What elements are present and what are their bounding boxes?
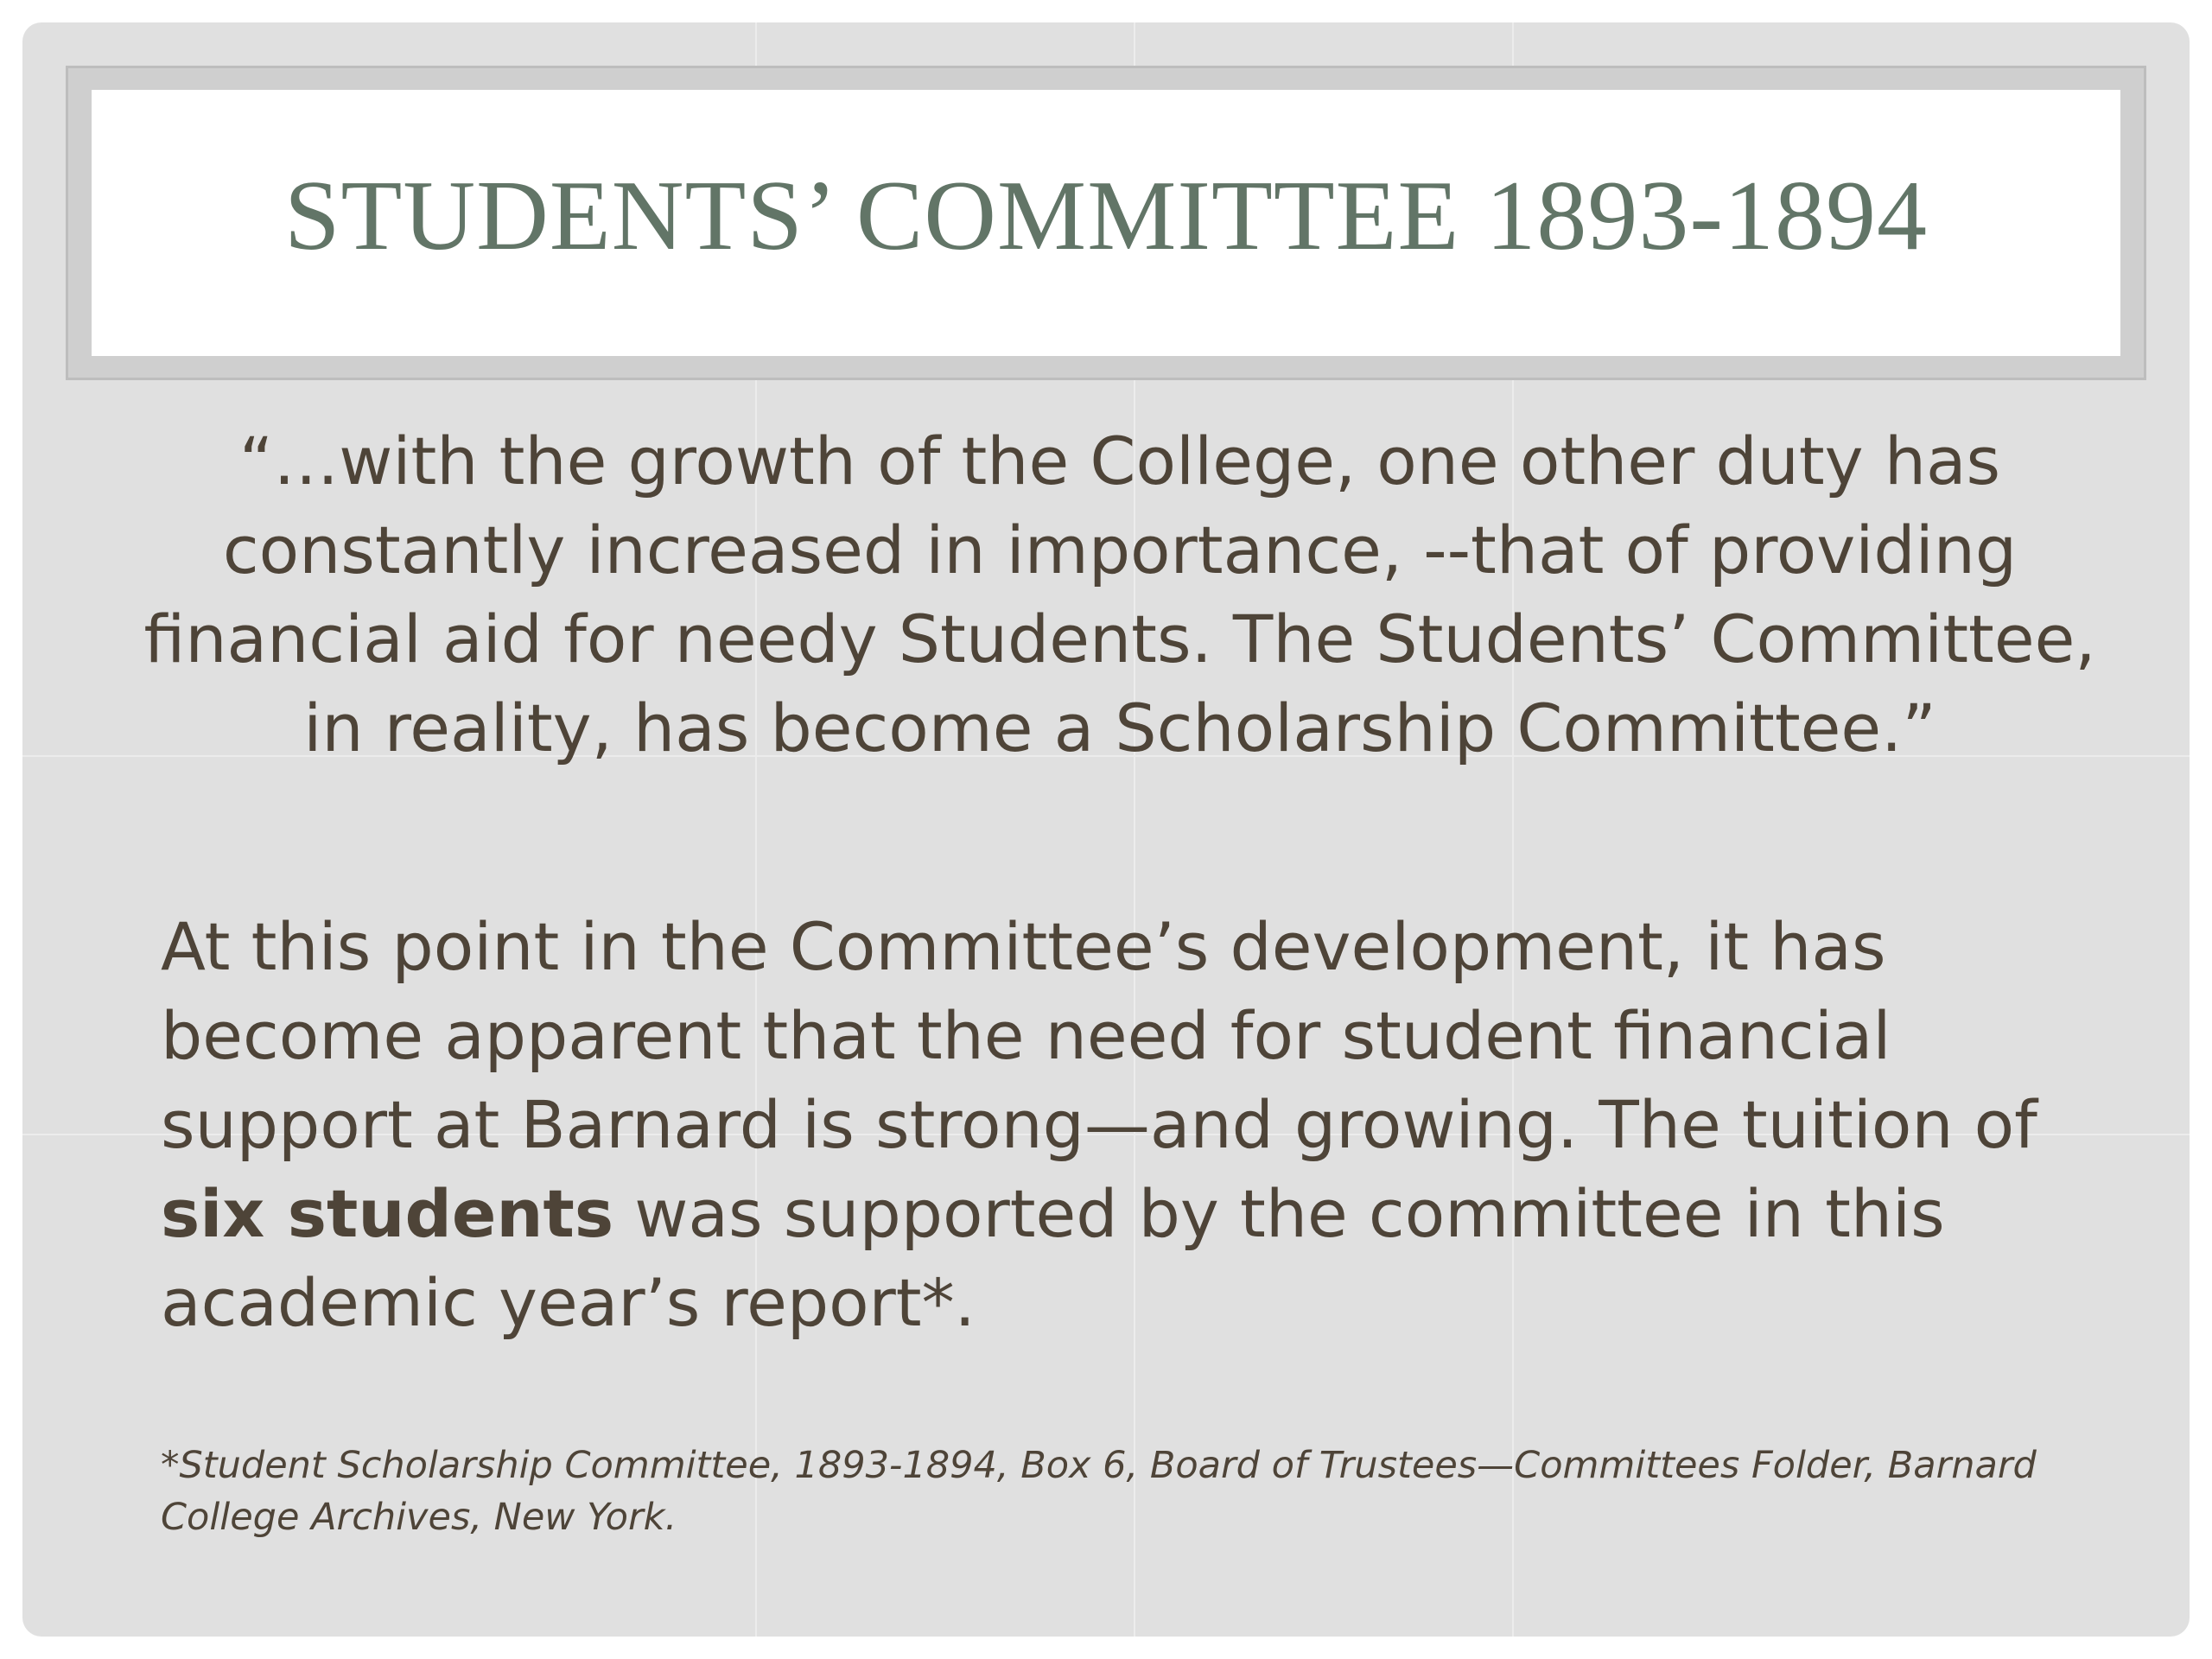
body-paragraph bbox=[161, 902, 2113, 1347]
footnote: *Student Scholarship Committee, 1893-1894, Box 6, Board of Trustees—Committees Folder, Barnard College Archives, New York. bbox=[161, 1444, 2037, 1539]
title-box bbox=[92, 90, 2120, 356]
body-text-start: At this point in the Committee’s development, it has become apparent that the need for student financial support at Barnard is strong—and growing. The tuition of bbox=[161, 908, 2037, 1163]
slide bbox=[22, 22, 2190, 1637]
body-text-end: was supported by the committee in this academic year’s report*. bbox=[161, 1175, 1945, 1341]
quote-text: “…with the growth of the College, one other duty has constantly increased in importance, --that of providing financial aid for needy Students. The Students’ Committee, in reality, has become a Scholarship Committee.” bbox=[143, 423, 2096, 766]
title-frame bbox=[66, 66, 2146, 380]
slide-title: STUDENTS’ COMMITTEE 1893-1894 bbox=[283, 161, 1929, 271]
body-emphasis: six students bbox=[161, 1175, 614, 1252]
